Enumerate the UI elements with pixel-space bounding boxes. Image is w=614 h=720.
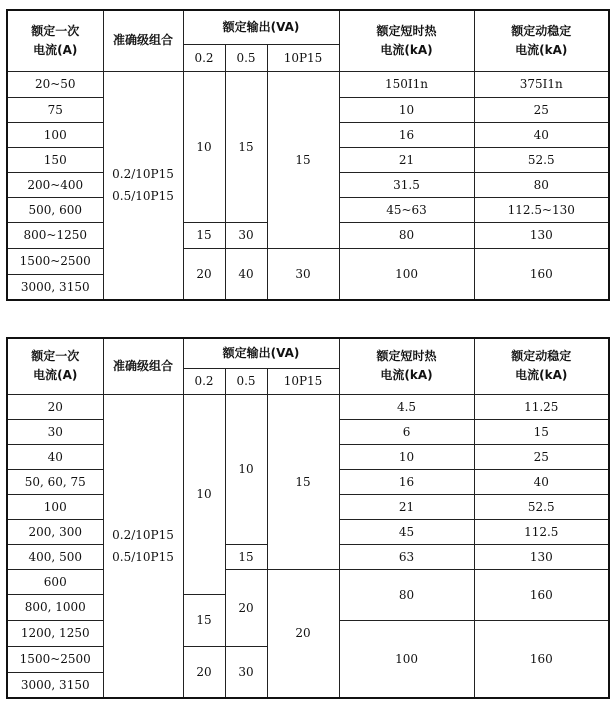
accuracy-combination-header: 准确级组合 [103, 10, 183, 71]
current-cell: 150 [7, 147, 103, 172]
current-cell: 100 [7, 122, 103, 147]
thermal-cell: 6 [339, 419, 474, 444]
dynamic-cell: 160 [474, 620, 609, 698]
dynamic-cell: 130 [474, 544, 609, 569]
current-cell: 50, 60, 75 [7, 469, 103, 494]
dynamic-cell: 52.5 [474, 147, 609, 172]
thermal-cell: 21 [339, 147, 474, 172]
output-05-cell: 40 [225, 248, 267, 300]
output-10p15-cell: 20 [267, 569, 339, 698]
thermal-cell: 10 [339, 444, 474, 469]
rated-output-header: 额定输出(VA) [183, 338, 339, 368]
current-cell: 20 [7, 394, 103, 419]
output-05-cell: 15 [225, 71, 267, 222]
thermal-cell: 63 [339, 544, 474, 569]
thermal-cell: 45 [339, 519, 474, 544]
current-cell: 3000, 3150 [7, 274, 103, 300]
rating-table-1 [6, 9, 610, 301]
thermal-cell: 150I1n [339, 71, 474, 97]
output-02-header: 0.2 [183, 368, 225, 394]
thermal-cell: 31.5 [339, 172, 474, 197]
dynamic-stable-header: 额定动稳定 电流(kA) [474, 10, 609, 71]
output-10p15-cell: 15 [267, 394, 339, 569]
current-cell: 3000, 3150 [7, 672, 103, 698]
rated-primary-current-header: 额定一次 电流(A) [7, 10, 103, 71]
dynamic-stable-header: 额定动稳定 电流(kA) [474, 338, 609, 394]
output-05-cell: 15 [225, 544, 267, 569]
current-cell: 600 [7, 569, 103, 594]
current-cell: 100 [7, 494, 103, 519]
thermal-cell: 10 [339, 97, 474, 122]
current-cell: 75 [7, 97, 103, 122]
output-05-header: 0.5 [225, 44, 267, 71]
output-05-cell: 20 [225, 569, 267, 646]
output-02-cell: 10 [183, 394, 225, 594]
output-10p15-cell: 30 [267, 248, 339, 300]
output-02-cell: 15 [183, 222, 225, 248]
current-cell: 1500~2500 [7, 646, 103, 672]
current-cell: 1200, 1250 [7, 620, 103, 646]
dynamic-cell: 25 [474, 444, 609, 469]
output-02-cell: 20 [183, 646, 225, 698]
current-cell: 200, 300 [7, 519, 103, 544]
output-02-cell: 20 [183, 248, 225, 300]
current-cell: 800, 1000 [7, 594, 103, 620]
current-cell: 20~50 [7, 71, 103, 97]
thermal-cell: 100 [339, 248, 474, 300]
dynamic-cell: 160 [474, 248, 609, 300]
dynamic-cell: 25 [474, 97, 609, 122]
output-05-cell: 30 [225, 646, 267, 698]
short-time-thermal-header: 额定短时热 电流(kA) [339, 338, 474, 394]
thermal-cell: 45~63 [339, 197, 474, 222]
current-cell: 200~400 [7, 172, 103, 197]
dynamic-cell: 375I1n [474, 71, 609, 97]
thermal-cell: 21 [339, 494, 474, 519]
rated-output-header: 额定输出(VA) [183, 10, 339, 44]
dynamic-cell: 130 [474, 222, 609, 248]
current-cell: 40 [7, 444, 103, 469]
output-02-cell: 15 [183, 594, 225, 646]
current-cell: 400, 500 [7, 544, 103, 569]
output-05-cell: 30 [225, 222, 267, 248]
thermal-cell: 80 [339, 569, 474, 620]
accuracy-combination-header: 准确级组合 [103, 338, 183, 394]
accuracy-cell: 0.2/10P15 0.5/10P15 [103, 394, 183, 698]
rating-table-2 [6, 337, 610, 699]
output-02-header: 0.2 [183, 44, 225, 71]
output-10p15-cell: 15 [267, 71, 339, 248]
current-cell: 30 [7, 419, 103, 444]
thermal-cell: 80 [339, 222, 474, 248]
thermal-cell: 16 [339, 469, 474, 494]
dynamic-cell: 160 [474, 569, 609, 620]
current-cell: 500, 600 [7, 197, 103, 222]
dynamic-cell: 40 [474, 469, 609, 494]
dynamic-cell: 112.5~130 [474, 197, 609, 222]
dynamic-cell: 11.25 [474, 394, 609, 419]
rated-primary-current-header: 额定一次 电流(A) [7, 338, 103, 394]
output-05-cell: 10 [225, 394, 267, 544]
dynamic-cell: 80 [474, 172, 609, 197]
output-02-cell: 10 [183, 71, 225, 222]
dynamic-cell: 52.5 [474, 494, 609, 519]
dynamic-cell: 40 [474, 122, 609, 147]
output-10p15-header: 10P15 [267, 368, 339, 394]
dynamic-cell: 15 [474, 419, 609, 444]
current-cell: 800~1250 [7, 222, 103, 248]
thermal-cell: 100 [339, 620, 474, 698]
accuracy-cell: 0.2/10P15 0.5/10P15 [103, 71, 183, 300]
thermal-cell: 4.5 [339, 394, 474, 419]
output-10p15-header: 10P15 [267, 44, 339, 71]
dynamic-cell: 112.5 [474, 519, 609, 544]
current-cell: 1500~2500 [7, 248, 103, 274]
output-05-header: 0.5 [225, 368, 267, 394]
short-time-thermal-header: 额定短时热 电流(kA) [339, 10, 474, 71]
thermal-cell: 16 [339, 122, 474, 147]
